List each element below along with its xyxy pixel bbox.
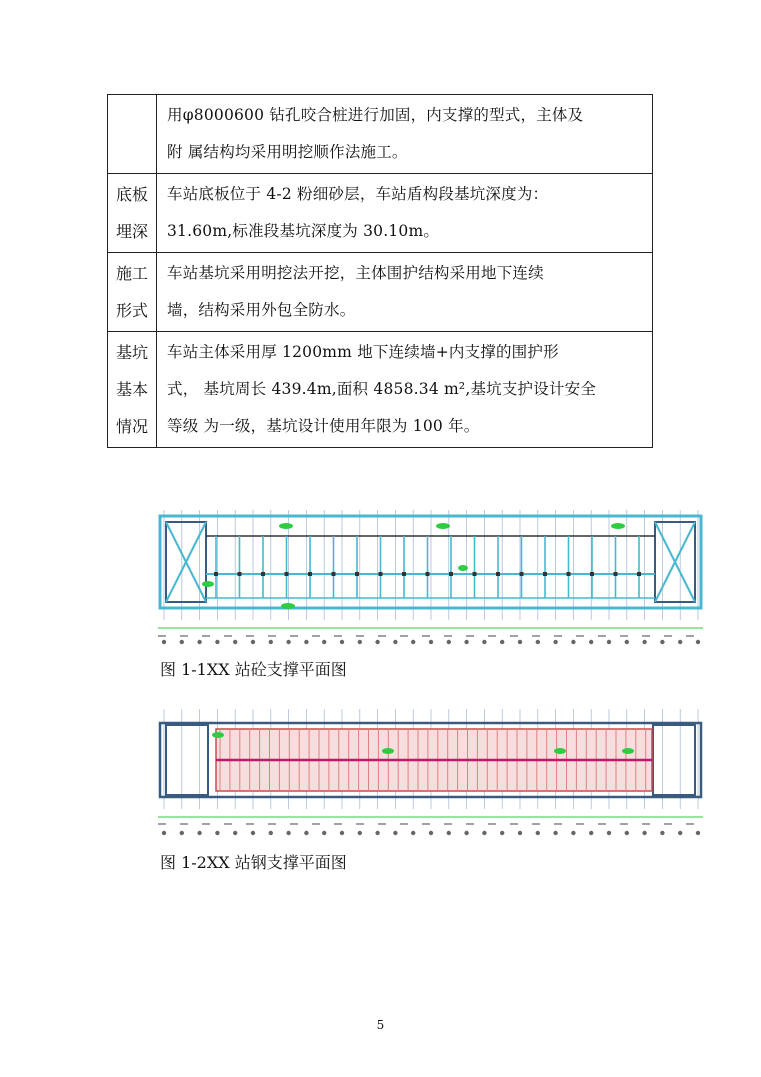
row-content [157,253,653,332]
table-row [108,174,653,253]
content-line: 车站底板位于 4-2 粉细砂层，车站盾构段基坑深度为： [167,185,549,203]
content-line: 用φ8000600 钻孔咬合桩进行加固，内支撑的型式，主体及 [167,106,584,124]
label-line: 施工 [115,264,148,283]
row-content [157,332,653,448]
figure-caption: 图 1-1XX 站砼支撑平面图 [160,660,347,679]
content-line: 附 属结构均采用明挖顺作法施工。 [167,143,408,161]
row-label [108,174,157,253]
label-line: 形式 [115,301,148,320]
label-line: 基本 [115,380,148,399]
table-row [108,253,653,332]
row-label [108,253,157,332]
table-row [108,332,653,448]
label-line: 情况 [115,417,148,436]
row-content [157,174,653,253]
axis-bubbles [162,831,700,835]
concrete-struts [214,536,641,598]
concrete-support-plan-drawing [158,508,703,648]
axis-bubbles [162,640,700,644]
page-number: 5 [376,1018,385,1032]
table-row [108,95,653,174]
figure-caption: 图 1-2XX 站钢支撑平面图 [160,853,347,872]
row-label [108,95,157,174]
content-line: 式， 基坑周长 439.4m,面积 4858.34 m²,基坑支护设计安全 [167,380,597,398]
label-line: 基坑 [115,343,148,362]
retaining-wall-outline [160,516,701,608]
content-line: 墙，结构采用外包全防水。 [167,301,356,319]
end-well-right [653,725,695,795]
end-well-left [166,725,208,795]
content-line: 等级 为一级，基坑设计使用年限为 100 年。 [167,417,480,435]
row-label [108,332,157,448]
content-line: 车站主体采用厚 1200mm 地下连续墙+内支撑的围护形 [167,343,559,361]
steel-support-plan-drawing [158,705,703,840]
content-line: 车站基坑采用明挖法开挖，主体围护结构采用地下连续 [167,264,544,282]
label-line: 埋深 [115,222,148,241]
row-content [157,95,653,174]
content-line: 31.60m,标准段基坑深度为 30.10m。 [167,222,440,240]
info-table [107,94,653,448]
label-line: 底板 [115,185,148,204]
